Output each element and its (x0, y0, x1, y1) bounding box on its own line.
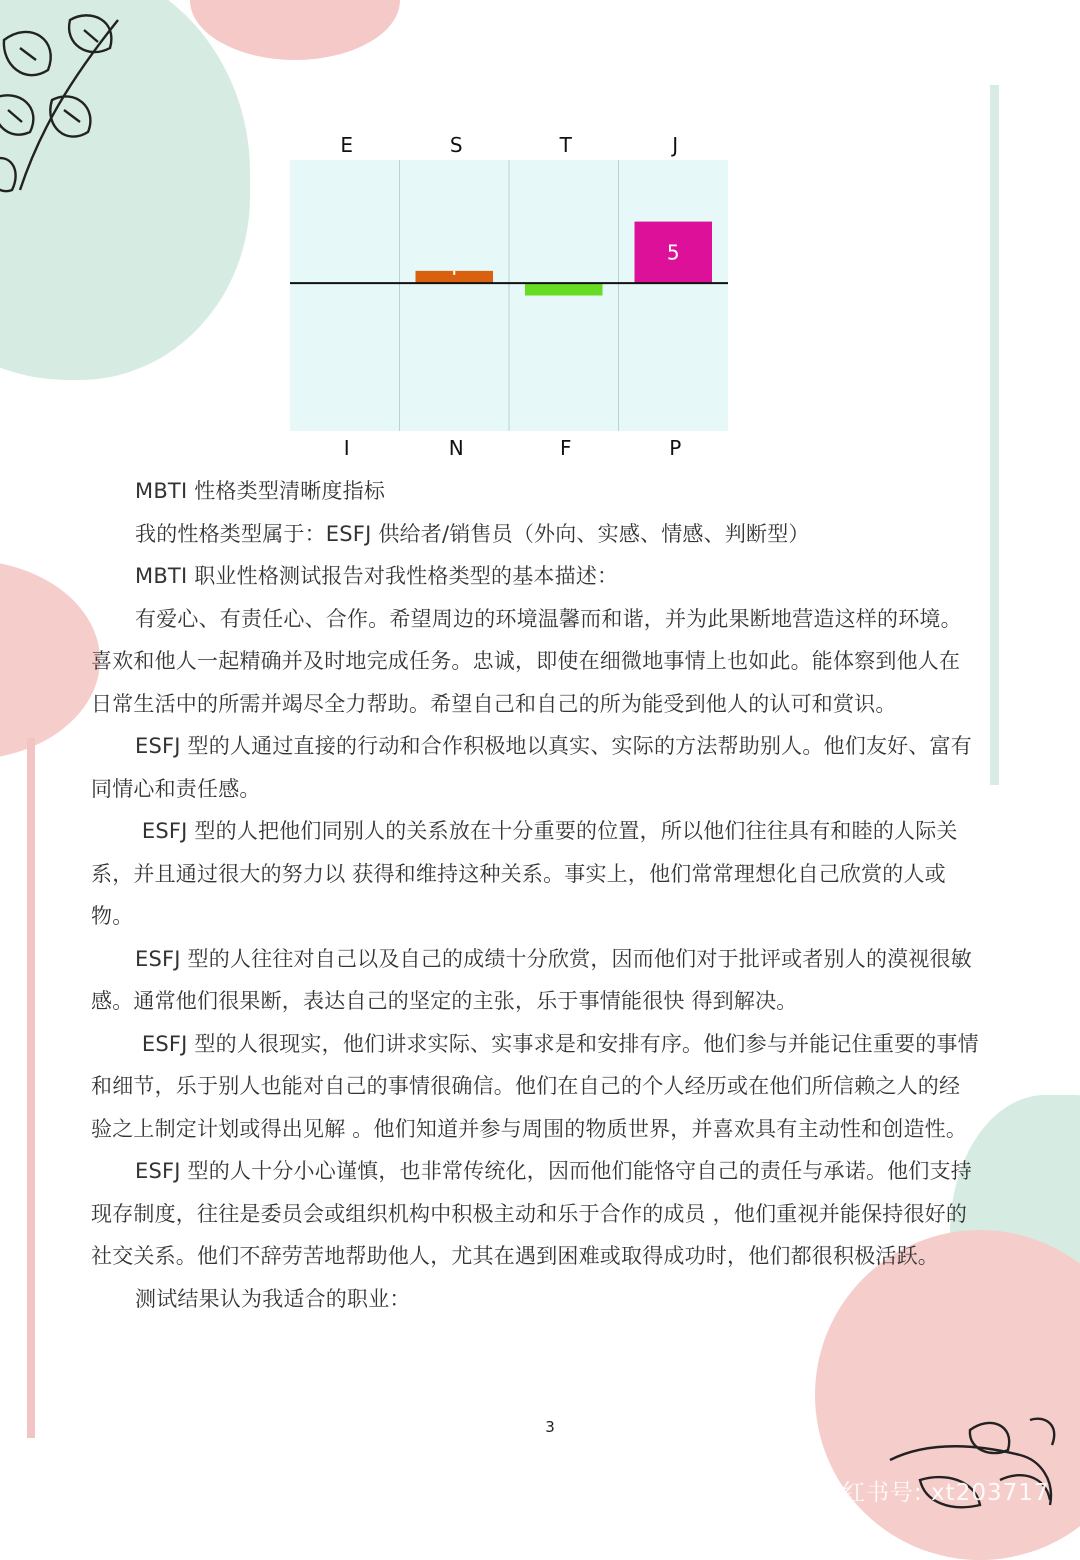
chart-bottom-label: P (669, 436, 682, 460)
decor-pink-blob-left (0, 560, 100, 760)
decor-pink-stripe (27, 738, 35, 1438)
paragraph-type: 我的性格类型属于：ESFJ 供给者/销售员（外向、实感、情感、判断型） (135, 521, 810, 546)
paragraph-body: ESFJ 型的人往往对自己以及自己的成绩十分欣赏，因而他们对于批评或者别人的漠视很敏感。通常他们很果断，表达自己的坚定的主张，乐于事情能很快 得到解决。 (91, 946, 972, 1013)
chart-svg (270, 120, 750, 465)
paragraph-body: ESFJ 型的人十分小心谨慎，也非常传统化，因而他们能恪守自己的责任与承诺。他们支持现存制度，往往是委员会或组织机构中积极主动和乐于合作的成员 ，他们重视并能保持很好的社交关系。他们不辞劳苦地帮助他人，尤其在遇到困难或取得成功时，他们都很积极活跃。 (91, 1159, 972, 1268)
decor-green-stripe (990, 85, 999, 785)
chart-bottom-label: N (448, 436, 464, 460)
page-number: 3 (545, 1418, 555, 1436)
chart-bottom-label: I (343, 436, 350, 460)
paragraph-body: 有爱心、有责任心、合作。希望周边的环境温馨而和谐，并为此果断地营造这样的环境。喜欢和他人一起精确并及时地完成任务。忠诚，即使在细微地事情上也如此。能体察到他人在日常生活中的所需并竭尽全力帮助。希望自己和自己的所为能受到他人的认可和赏识。 (91, 606, 962, 716)
report-text (91, 470, 981, 1320)
paragraph-careers-heading: 测试结果认为我适合的职业： (135, 1286, 411, 1311)
paragraph-body: ESFJ 型的人很现实，他们讲求实际、实事求是和安排有序。他们参与并能记住重要的事情和细节，乐于别人也能对自己的事情很确信。他们在自己的个人经历或在他们所信赖之人的经验之上制定计划或得出见解 。他们知道并参与周围的物质世界，并喜欢具有主动性和创造性。 (91, 1031, 979, 1141)
leaf-branch-icon (0, 0, 130, 200)
paragraph-body: ESFJ 型的人通过直接的行动和合作积极地以真实、实际的方法帮助别人。他们友好、富有同情心和责任感。 (91, 734, 972, 801)
chart-top-label: T (559, 133, 572, 157)
decor-pink-blob (190, 0, 400, 60)
chart-data-label: 5 (666, 240, 680, 265)
paragraph-chart-caption: MBTI 性格类型清晰度指标 (135, 479, 386, 503)
chart-bar-T (525, 283, 603, 295)
watermark: 小红书号: xt203717 (818, 1480, 1050, 1506)
chart-top-label: S (449, 133, 463, 157)
chart-top-label: E (340, 133, 354, 157)
paragraph-description-heading: MBTI 职业性格测试报告对我性格类型的基本描述： (135, 564, 619, 588)
chart-top-label: J (672, 133, 679, 157)
chart-bottom-label: F (559, 436, 572, 460)
flower-doodle-icon (880, 1410, 1080, 1529)
paragraph-body: ESFJ 型的人把他们同别人的关系放在十分重要的位置，所以他们往往具有和睦的人际关系，并且通过很大的努力以 获得和维持这种关系。事实上，他们常常理想化自己欣赏的人或物。 (91, 819, 958, 928)
mbti-clarity-chart (270, 120, 750, 465)
